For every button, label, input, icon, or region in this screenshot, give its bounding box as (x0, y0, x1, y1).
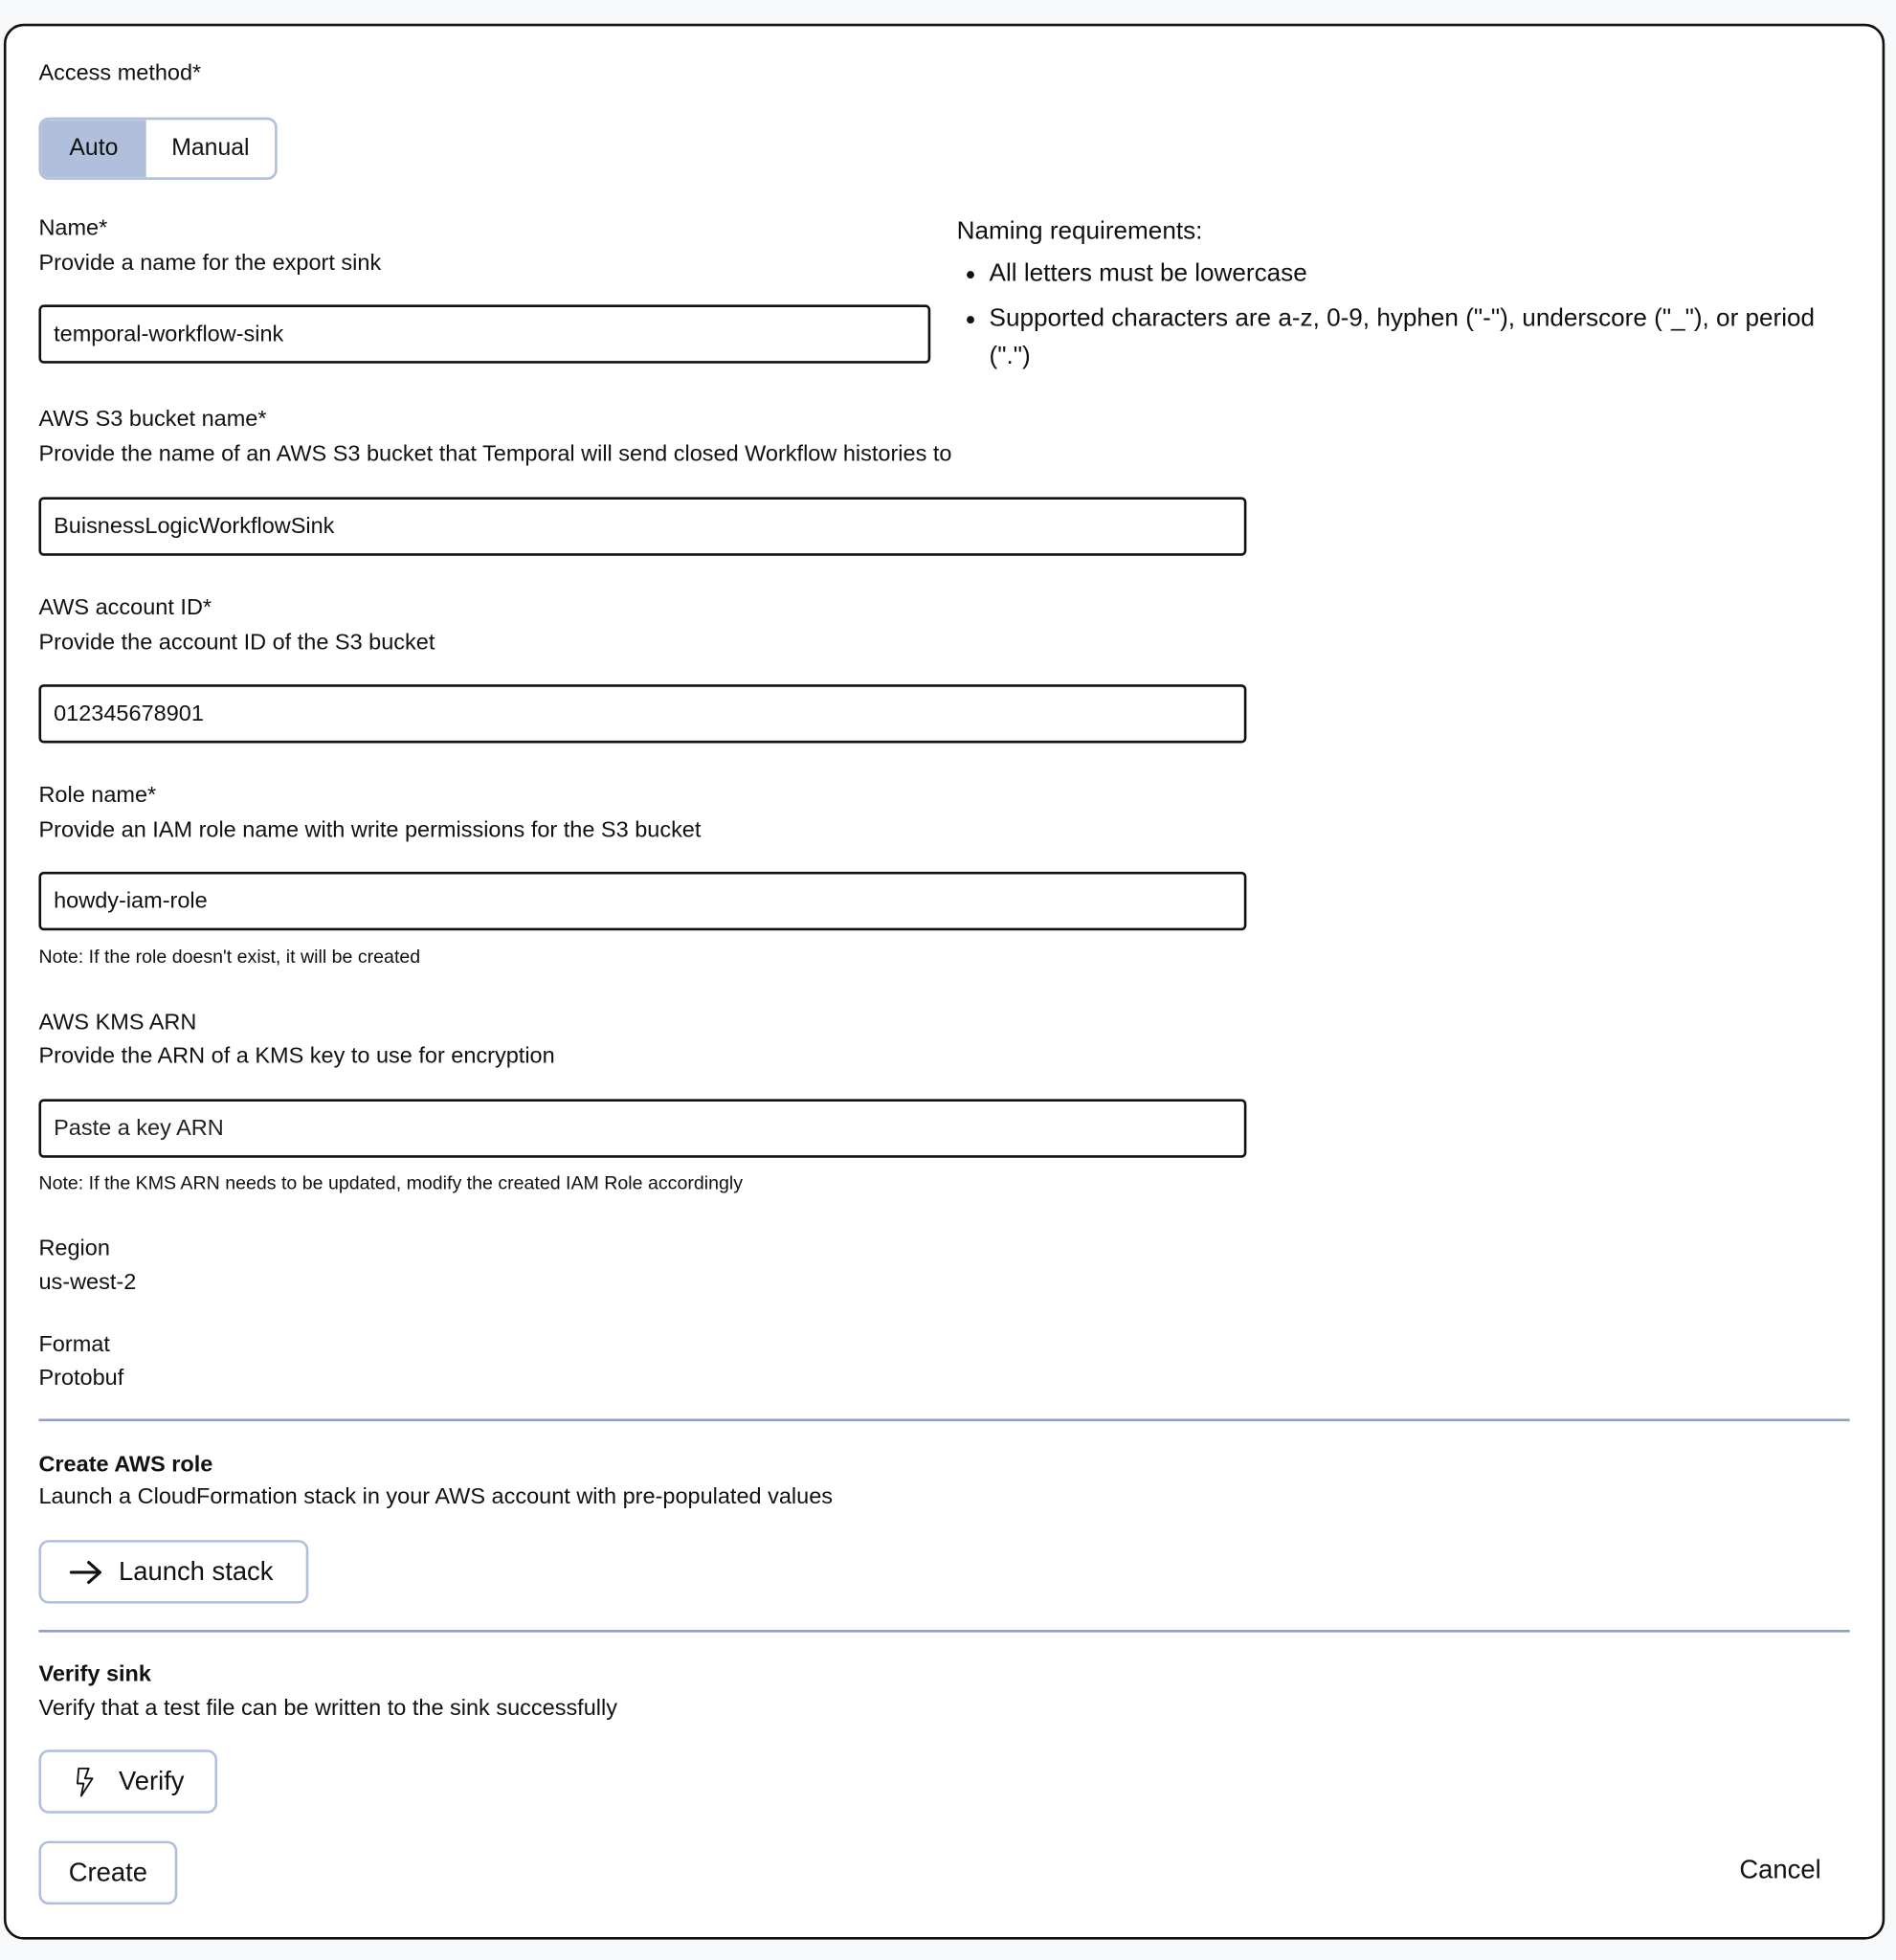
region-value: us-west-2 (38, 1268, 137, 1294)
arrow-right-icon (69, 1558, 104, 1586)
naming-requirements-title: Naming requirements: (956, 217, 1203, 245)
kms-label: AWS KMS ARN (38, 1009, 197, 1035)
divider (38, 1630, 1849, 1633)
region-label: Region (38, 1235, 110, 1260)
lightning-icon (74, 1766, 99, 1798)
create-role-title: Create AWS role (38, 1451, 213, 1477)
cancel-button[interactable]: Cancel (1739, 1856, 1821, 1885)
access-method-toggle (38, 118, 277, 180)
account-input[interactable]: 012345678901 (38, 684, 1246, 743)
verify-title: Verify sink (38, 1660, 151, 1686)
role-label: Role name* (38, 781, 157, 808)
role-input[interactable]: howdy-iam-role (38, 872, 1246, 930)
bucket-label: AWS S3 bucket name* (38, 406, 267, 432)
kms-note: Note: If the KMS ARN needs to be updated, modify the created IAM Role accordingly (38, 1172, 744, 1194)
naming-requirement-item: • Supported characters are a-z, 0-9, hyphen ("-"), underscore ("_"), or period (".") (990, 300, 1857, 374)
verify-button[interactable] (38, 1749, 217, 1814)
account-label: AWS account ID* (38, 594, 212, 620)
create-role-description: Launch a CloudFormation stack in your AWS account with pre-populated values (38, 1483, 834, 1509)
kms-description: Provide the ARN of a KMS key to use for encryption (38, 1042, 555, 1068)
verify-label: Verify (118, 1766, 185, 1795)
access-method-manual[interactable]: Manual (171, 134, 250, 162)
verify-description: Verify that a test file can be written to the sink successfully (38, 1694, 617, 1720)
account-description: Provide the account ID of the S3 bucket (38, 629, 435, 655)
bucket-input[interactable]: BuisnessLogicWorkflowSink (38, 497, 1246, 555)
name-input[interactable]: temporal-workflow-sink (38, 304, 930, 363)
format-value: Protobuf (38, 1365, 124, 1391)
create-button[interactable]: Create (38, 1841, 177, 1905)
divider (38, 1418, 1849, 1421)
access-method-auto[interactable]: Auto (41, 120, 146, 177)
naming-requirements (957, 212, 1857, 382)
format-label: Format (38, 1331, 110, 1357)
launch-stack-label: Launch stack (118, 1556, 274, 1586)
role-description: Provide an IAM role name with write permissions for the S3 bucket (38, 816, 702, 842)
naming-requirement-item: • All letters must be lowercase (990, 255, 1857, 292)
access-method-label: Access method* (38, 59, 202, 85)
kms-input[interactable]: Paste a key ARN (38, 1099, 1246, 1157)
name-description: Provide a name for the export sink (38, 250, 382, 276)
name-label: Name* (38, 214, 108, 240)
bucket-description: Provide the name of an AWS S3 bucket that Temporal will send closed Workflow histories to (38, 440, 952, 466)
launch-stack-button[interactable] (38, 1540, 308, 1604)
role-note: Note: If the role doesn't exist, it will be created (38, 947, 421, 969)
